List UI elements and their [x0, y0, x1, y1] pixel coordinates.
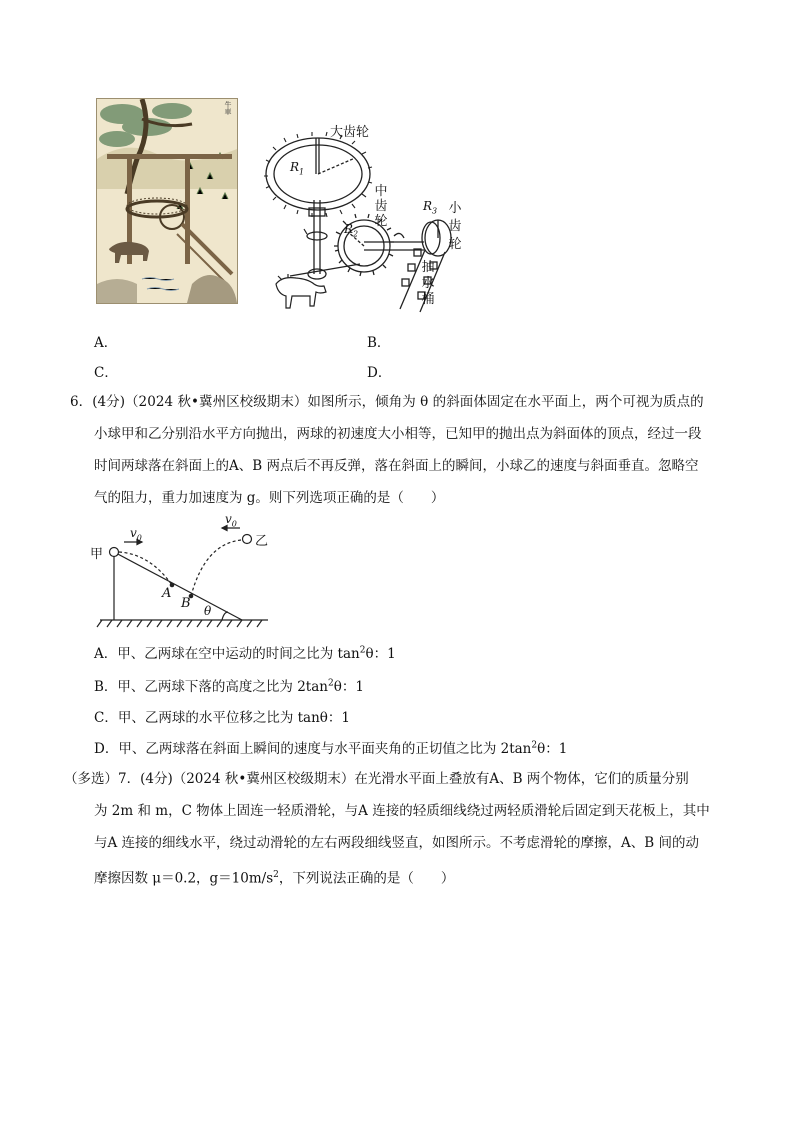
painting-illustration [97, 99, 237, 303]
q6-option-d-post: θ：1 [537, 741, 568, 757]
bucket-label [420, 260, 436, 308]
q5-option-d[interactable]: D． [367, 365, 392, 381]
q6-option-b-pre: B．甲、乙两球下落的高度之比为 2tan [94, 679, 328, 695]
q6-line-2: 小球甲和乙分别沿水平方向抛出，两球的初速度大小相等，已知甲的抛出点为斜面体的顶点，经过一段 [94, 426, 702, 442]
incline-diagram [90, 512, 280, 630]
gear-diagram-drawing [260, 124, 470, 314]
ox-waterwheel-painting [96, 98, 238, 304]
q7-line-1: （多选）7．(4分)（2024 秋•冀州区校级期末）在光滑水平面上叠放有A、B 两个物体，它们的质量分别 [64, 771, 689, 787]
r2-subscript: 2 [353, 229, 359, 239]
theta-label: θ [204, 604, 212, 618]
q6-option-d-pre: D．甲、乙两球落在斜面上瞬间的速度与水平面夹角的正切值之比为 2tan [94, 741, 532, 757]
q5-option-b[interactable]: B． [367, 335, 391, 351]
v0-label-yi [225, 512, 237, 528]
q6-option-a-pre: A．甲、乙两球在空中运动的时间之比为 tan [94, 646, 360, 662]
point-b-label: B [181, 596, 191, 611]
q6-option-a-post: θ：1 [365, 646, 396, 662]
v0-sub-jia: 0 [136, 533, 142, 543]
small-gear-char-3: 轮 [448, 237, 462, 252]
q6-line-3: 时间两球落在斜面上的A、B 两点后不再反弹，落在斜面上的瞬间，小球乙的速度与斜面垂直。忽略空 [94, 458, 699, 474]
q6-stem [70, 386, 724, 514]
r1-label [290, 160, 304, 176]
q5-option-c[interactable]: C． [94, 365, 118, 381]
middle-gear-char-2: 齿 [374, 199, 388, 214]
q6-option-c-pre: C．甲、乙两球的水平位移之比为 tanθ：1 [94, 710, 351, 726]
r1-subscript: 1 [299, 167, 305, 177]
q6-option-d-sup: 2 [531, 740, 538, 751]
r2-label [344, 222, 358, 238]
q7-stem [64, 763, 728, 895]
bucket-char-1: 抽 [421, 260, 435, 275]
v0-sub-yi: 0 [231, 519, 237, 529]
q6-option-a-sup: 2 [359, 645, 366, 656]
q6-option-d[interactable] [94, 737, 567, 757]
q6-line-4: 气的阻力，重力加速度为 g。则下列选项正确的是（ ） [94, 490, 445, 506]
middle-gear-label [373, 184, 389, 229]
q7-line-4 [64, 859, 728, 895]
r3-subscript: 3 [432, 206, 438, 216]
v0-label-jia [130, 526, 142, 542]
bucket-char-2: 水 [421, 276, 435, 291]
painting-caption: 牛車 [224, 101, 232, 115]
small-gear-label [447, 200, 463, 254]
yi-label: 乙 [255, 534, 269, 549]
small-gear-char-2: 齿 [448, 219, 462, 234]
small-gear-char-1: 小 [448, 201, 462, 216]
r3-symbol: R [423, 199, 433, 213]
big-gear-label: 大齿轮 [330, 125, 370, 140]
q6-option-b-sup: 2 [327, 678, 334, 689]
incline-drawing [90, 512, 280, 630]
q6-line-1: 6．(4分)（2024 秋•冀州区校级期末）如图所示，倾角为 θ 的斜面体固定在水平面上，两个可视为质点的 [70, 394, 704, 410]
gear-diagram [260, 124, 470, 314]
bucket-char-3: 桶 [421, 292, 435, 307]
jia-label: 甲 [90, 547, 104, 562]
v0-symbol-yi: v [225, 512, 232, 526]
q5-option-a[interactable]: A． [94, 335, 118, 351]
middle-gear-char-1: 中 [374, 184, 388, 199]
q7-line-2: 为 2m 和 m，C 物体上固连一轻质滑轮，与A 连接的轻质细线绕过两轻质滑轮后固定到天花板上，其中 [94, 803, 710, 819]
point-a-label: A [162, 586, 172, 601]
q6-option-b-post: θ：1 [333, 679, 364, 695]
q7-line-3: 与A 连接的细线水平，绕过动滑轮的左右两段细线竖直，如图所示。不考虑滑轮的摩擦，A、B 间的动 [94, 835, 700, 851]
r2-symbol: R [344, 222, 354, 236]
r3-label [423, 199, 437, 215]
q7-line-4-sup: 2 [273, 870, 279, 880]
q6-option-b[interactable] [94, 675, 364, 695]
q6-option-a[interactable] [94, 642, 396, 662]
middle-gear-char-3: 轮 [374, 214, 388, 229]
r1-symbol: R [290, 160, 300, 174]
q7-line-4-pre: 摩擦因数 μ＝0.2，g＝10m/s [94, 870, 274, 887]
q7-line-4-post: ，下列说法正确的是（ ） [278, 870, 455, 887]
v0-symbol-jia: v [130, 526, 137, 540]
q6-option-c[interactable] [94, 706, 350, 726]
